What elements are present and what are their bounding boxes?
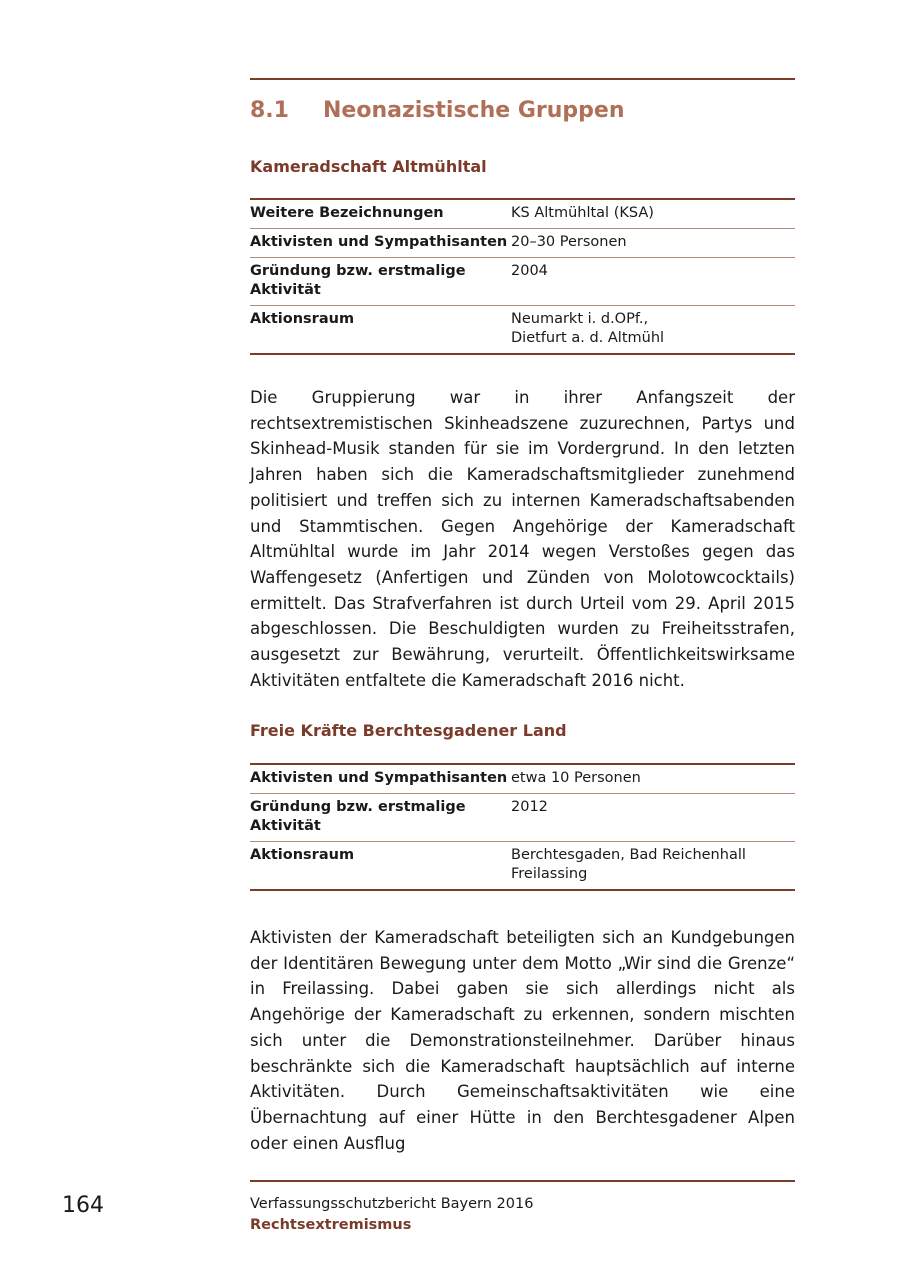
fact-value: 2004 [511,258,795,306]
footer-publication: Verfassungsschutzbericht Bayern 2016 [250,1196,534,1212]
footer-rule [250,1180,795,1182]
table-row [250,764,795,794]
table-row [250,842,795,891]
footer-chapter: Rechtsextremismus [250,1217,412,1233]
section-title [250,98,624,123]
page-number: 164 [62,1193,104,1218]
fact-key: Aktionsraum [250,306,511,355]
paragraph-berchtesgaden: Aktivisten der Kameradschaft beteiligten sich an Kundgebungen der Identitären Bewegung unter dem Motto „Wir sind die Grenze“ in Freilassing. Dabei gaben sie sich allerdings nicht als Angehörige der Kameradschaft zu erkennen, sondern mischten sich unter die Demonstrationsteilnehmer. Darüber hinaus beschränkte sich die Kameradschaft hauptsächlich auf interne Aktivitäten. Durch Gemeinschaftsaktivitäten wie eine Übernachtung auf einer Hütte in den Berchtesgadener Alpen oder einen Ausflug [250,928,795,1153]
top-rule [250,78,795,80]
fact-key: Gründung bzw. erstmalige Aktivität [250,794,511,842]
fact-key: Weitere Bezeichnungen [250,205,444,221]
table-row [250,794,795,842]
section-number: 8.1 [250,98,289,123]
fact-value: 20–30 Personen [511,229,795,258]
fact-value: 2012 [511,794,795,842]
table-row [250,199,795,229]
facts-table-berchtesgaden [250,763,795,891]
fact-value: Neumarkt i. d.OPf., Dietfurt a. d. Altmühl [511,306,795,355]
group-title-altmuehltal: Kameradschaft Altmühltal [250,157,487,176]
facts-table-altmuehltal [250,198,795,355]
paragraph-altmuehltal: Die Gruppierung war in ihrer Anfangszeit der rechtsextremistischen Skinheadszene zuzurechnen, Partys und Skinhead-Musik standen für sie im Vordergrund. In den letzten Jahren haben sich die Kameradschaftsmitglieder zunehmend politisiert und treffen sich zu internen Kameradschaftsabenden und Stammtischen. Gegen Angehörige der Kameradschaft Altmühltal wurde im Jahr 2014 wegen Verstoßes gegen das Waffengesetz (Anfertigen und Zünden von Molotowcocktails) ermittelt. Das Strafverfahren ist durch Urteil vom 29. April 2015 abgeschlossen. Die Beschuldigten wurden zu Freiheitsstrafen, ausgesetzt zur Bewährung, verurteilt. Öffentlichkeitswirksame Aktivitäten entfaltete die Kameradschaft 2016 nicht. [250,388,795,690]
fact-key: Aktionsraum [250,842,511,891]
fact-value: KS Altmühltal (KSA) [511,205,654,221]
table-row [250,258,795,306]
fact-key: Gründung bzw. erstmalige Aktivität [250,258,511,306]
fact-key: Aktivisten und Sympathisanten [250,229,511,258]
group-title-berchtesgaden: Freie Kräfte Berchtesgadener Land [250,721,567,740]
fact-value: Berchtesgaden, Bad Reichenhall Freilassing [511,842,795,891]
section-title-text: Neonazistische Gruppen [323,98,625,123]
fact-key: Aktivisten und Sympathisanten [250,770,508,786]
table-row [250,306,795,355]
fact-value: etwa 10 Personen [511,770,641,786]
table-row [250,229,795,258]
